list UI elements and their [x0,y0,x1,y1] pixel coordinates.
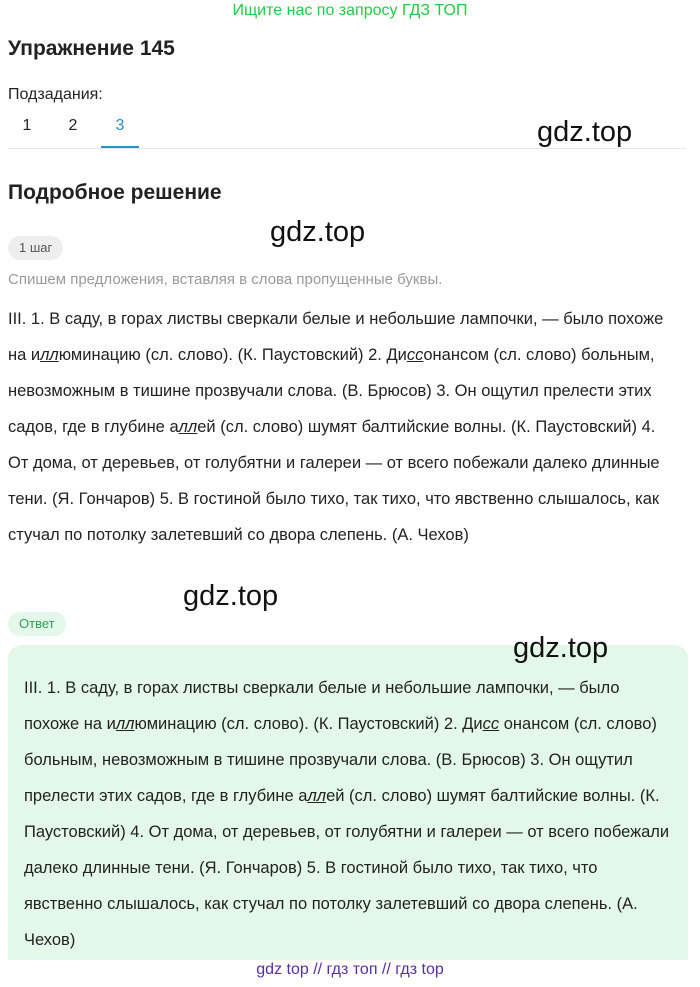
watermark: gdz.top [183,580,279,612]
watermark: gdz.top [537,116,633,148]
inserted-letters: лл [178,418,198,436]
answer-part: ей (сл. слово) шумят балтийские волны. (К. Паустовский) 4. От дома, от деревьев, от голубятни и галереи — от всего побежали далеко длинные тени. (Я. Гончаров) 5. В гостиной было тихо, так тихо, что явственно слышалось, как стучал по потолку залетевший со двора слепень. (А. Чехов) [24,787,670,949]
inserted-letters: лл [115,715,135,733]
subtasks-label: Подзадания: [8,86,103,103]
solution-text [8,301,678,553]
answer-part: онансом (сл. слово) больным, невозможным в тишине прозвучали слова. (В. Брюсов) 3. Он ощутил прелести этих садов, где в глубине а [24,715,657,805]
tab-1[interactable]: 1 [22,117,32,134]
tab-2[interactable]: 2 [68,117,78,134]
answer-text [24,670,674,958]
solution-part: ей (сл. слово) шумят балтийские волны. (К. Паустовский) 4. От дома, от деревьев, от голубятни и галереи — от всего побежали далеко длинные тени. (Я. Гончаров) 5. В гостиной было тихо, так тихо, что явственно слышалось, как стучал по потолку залетевший со двора слепень. (А. Чехов) [8,418,660,544]
step-badge: 1 шаг [8,236,63,260]
inserted-letters: лл [40,346,59,364]
watermark: gdz.top [513,632,609,664]
solution-part: онансом (сл. слово) больным, невозможным в тишине прозвучали слова. (В. Брюсов) 3. Он ощутил прелести этих садов, где в глубине а [8,346,655,436]
solution-part: III. 1. В саду, в горах листвы сверкали белые и небольшие лампочки, — было похоже на и [8,310,664,364]
answer-part: юминацию (сл. слово). (К. Паустовский) 2. Ди [134,715,483,733]
step-hint: Спишем предложения, вставляя в слова пропущенные буквы. [8,271,443,288]
promo-banner[interactable]: Ищите нас по запросу ГДЗ ТОП [232,2,468,19]
inserted-letters: лл [307,787,327,805]
tab-3-active[interactable]: 3 [101,108,139,148]
section-title: Подробное решение [8,181,222,204]
inserted-letters: сс [482,715,500,733]
answer-badge: Ответ [8,612,66,636]
solution-part: юминацию (сл. слово). (К. Паустовский) 2. Ди [58,346,407,364]
footer-links[interactable]: gdz top // гдз топ // гдз top [256,961,444,978]
exercise-title: Упражнение 145 [8,37,175,60]
answer-part: III. 1. В саду, в горах листвы сверкали белые и небольшие лампочки, — было похоже на и [24,679,620,733]
inserted-letters: сс [406,346,424,364]
watermark: gdz.top [270,216,366,248]
